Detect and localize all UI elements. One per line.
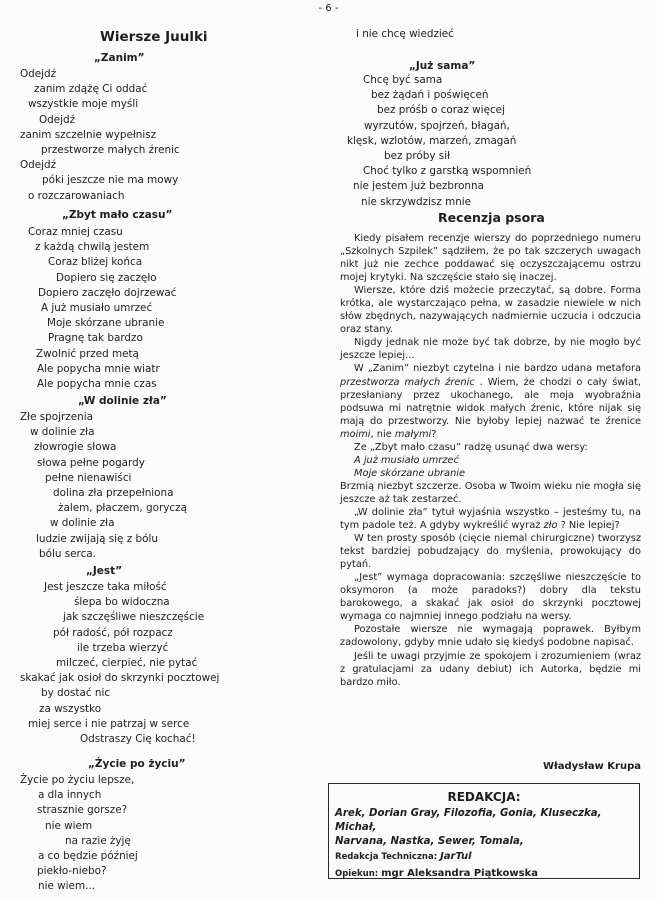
poem-line: Dopiero się zaczęło xyxy=(56,271,157,284)
review-signature: Władysław Krupa xyxy=(542,761,641,772)
poem-line: jak szczęśliwe nieszczęście xyxy=(63,611,205,624)
poem-line: przestworze małych źrenic xyxy=(41,143,180,156)
poem-line: z każdą chwilą jestem xyxy=(35,241,150,254)
poem-line: piekło-niebo? xyxy=(37,865,107,878)
poem-line: bez żądań i poświęceń xyxy=(371,89,489,102)
poem-title-w-dolinie-zla: „W dolinie zła” xyxy=(78,395,167,407)
review-paragraph: Kiedy pisałem recenzje wierszy do poprzedniego numeru „Szkolnych Szpilek” sądziłem, że po tak szczerych uwagach nikt już nie zechce poddawać się oczyszczającemu ostrzu mojej krytyki. Na szczęście stało się inaczej. xyxy=(340,233,641,284)
poem-title-juz-sama: „Już sama” xyxy=(409,60,476,72)
poem-line: pół radość, pół rozpacz xyxy=(53,626,173,639)
poem-line: ślepa bo widoczna xyxy=(74,596,170,609)
editorial-title: REDAKCJA: xyxy=(447,790,521,804)
poem-line: Pragnę tak bardzo xyxy=(48,332,143,345)
review-title: Recenzja psora xyxy=(438,210,545,225)
poem-line: nie wiem xyxy=(45,819,93,832)
poem-line: Coraz mniej czasu xyxy=(28,226,123,238)
poem-line: Choć tylko z garstką wspomnień xyxy=(363,165,532,178)
review-paragraph: Wiersze, które dziś możecie przeczytać, są dobre. Forma krótka, ale wystarczająco pełna, w zasadzie niewiele w nich słów zbędnych, nazywających nadmiernie uczucia i odczucia oraz stany. xyxy=(340,285,641,336)
poem-line: bólu serca. xyxy=(39,547,96,560)
editorial-members: Narvana, Nastka, Sewer, Tomala, xyxy=(335,836,524,847)
poem-zycie-po-zyciu xyxy=(20,773,138,895)
poem-jest xyxy=(20,580,219,747)
poem-line: w dolinie zła xyxy=(50,517,115,530)
poem-juz-sama xyxy=(340,73,531,210)
editorial-box xyxy=(328,783,640,879)
poem-title-zanim: „Zanim” xyxy=(94,52,145,64)
poem-zbyt-malo-czasu xyxy=(20,225,176,392)
poem-line: A już musiało umrzeć xyxy=(41,301,153,314)
poem-line: milczeć, cierpieć, nie pytać xyxy=(56,656,198,669)
poem-line: Zwolnić przed metą xyxy=(36,347,139,360)
poem-line: Chcę być sama xyxy=(363,74,443,86)
review-paragraph: Brzmią niezbyt szczerze. Osoba w Twoim wieku nie mogła się jeszcze aż tak zestarzeć. xyxy=(340,480,641,505)
poem-line: Ale popycha mnie wiatr xyxy=(37,362,160,375)
review-paragraph: Pozostałe wiersze nie wymagają poprawek. Byłbym zadowolony, gdyby mnie udało się kiedyś podobne napisać. xyxy=(340,624,641,649)
section-title: Wiersze Juulki xyxy=(100,29,208,45)
review-paragraph: Nigdy jednak nie może być tak dobrze, by nie mogło być jeszcze lepiej... xyxy=(340,337,641,362)
review-paragraph: W ten prosty sposób (cięcie niemal chirurgiczne) tworzysz tekst bardziej pobudzający do myślenia, prowokujący do pytań. xyxy=(340,533,641,571)
poem-line: ludzie zwijają się z bólu xyxy=(36,532,158,545)
poem-line: Coraz bliżej końca xyxy=(48,256,143,269)
poem-line: strasznie gorsze? xyxy=(37,804,128,817)
poem-line: Złe spojrzenia xyxy=(20,411,93,423)
editorial-supervisor: Opiekun: mgr Aleksandra Piątkowska xyxy=(335,868,538,879)
poem-line: Dopiero zaczęło dojrzewać xyxy=(38,286,177,299)
poem-line: pełne nienawiści xyxy=(45,471,132,484)
poem-title-jest: „Jest” xyxy=(86,565,123,577)
review-quote-line: Moje skórzane ubranie xyxy=(354,467,466,479)
poem-line: skakać jak osioł do skrzynki pocztowej xyxy=(20,672,220,685)
poem-line: bez próby sił xyxy=(384,149,451,162)
poem-line: ile trzeba wierzyć xyxy=(77,641,169,654)
poem-line: a dla innych xyxy=(38,789,102,802)
poem-line: wyrzutów, spojrzeń, błagań, xyxy=(364,119,510,132)
poem-line: zanim szczelnie wypełnisz xyxy=(20,128,157,141)
poem-line: Odejdź xyxy=(20,68,57,80)
poem-line: o rozczarowaniach xyxy=(28,189,125,202)
poem-title-zycie-po-zyciu: „Życie po życiu” xyxy=(88,758,186,770)
poem-line: by dostać nic xyxy=(41,687,111,700)
poem-line: póki jeszcze nie ma mowy xyxy=(42,174,179,187)
poem-line: zanim zdążę Ci oddać xyxy=(34,83,148,96)
poem-line: nie jestem już bezbronna xyxy=(353,180,484,193)
review-body xyxy=(340,232,641,689)
poem-line: Moje skórzane ubranie xyxy=(47,317,165,330)
poem-line: a co będzie później xyxy=(38,849,138,862)
review-paragraph: „W dolinie zła” tytuł wyjaśnia wszystko – jesteśmy tu, na tym padole też. A gdyby wykreślić wyraz zło ? Nie lepiej? xyxy=(340,506,641,532)
poem-line: nie wiem... xyxy=(38,880,95,893)
poem-zanim xyxy=(20,67,180,204)
poem-line: dolina zła przepełniona xyxy=(53,486,174,499)
poem-line: klęsk, wzlotów, marzeń, zmagań xyxy=(347,134,517,147)
poem-line: Jest jeszcze taka miłość xyxy=(44,581,167,593)
poem-line: za wszystko xyxy=(39,702,102,715)
editorial-members: Arek, Dorian Gray, Filozofia, Gonia, Kluseczka, Michał, xyxy=(335,808,602,833)
poem-line: bez próśb o coraz więcej xyxy=(377,104,505,117)
poem-line: żalem, płaczem, goryczą xyxy=(58,502,187,515)
poem-line: na razie żyję xyxy=(65,834,131,847)
poem-line: Ale popycha mnie czas xyxy=(37,377,157,390)
review-paragraph: Ze „Zbyt mało czasu” radzę usunąć dwa wersy: xyxy=(354,441,588,453)
review-paragraph: „Jest” wymaga dopracowania: szczęśliwe nieszczęście to oksymoron (a może paradoks?) dobry dla tekstu barokowego, a skakać jak osioł do skrzynki pocztowej wymaga co najmniej innego podziału na wersy. xyxy=(340,572,641,623)
poem-line: wszystkie moje myśli xyxy=(28,98,139,111)
poem-line: Odstraszy Cię kochać! xyxy=(80,732,196,745)
poem-title-zbyt-malo-czasu: „Zbyt mało czasu” xyxy=(62,209,173,221)
poem-line: słowa pełne pogardy xyxy=(37,456,145,469)
poem-line: Odejdź xyxy=(20,159,57,172)
review-paragraph: Jeśli te uwagi przyjmie ze spokojem i zrozumieniem (wraz z gratulacjami za udany debiut) ich Autorka, będzie mi bardzo miło. xyxy=(340,650,641,688)
page-number: - 6 - xyxy=(318,3,339,14)
poem-continuation: i nie chcę wiedzieć xyxy=(356,28,454,40)
poem-line: Życie po życiu lepsze, xyxy=(20,774,135,786)
poem-line: złowrogie słowa xyxy=(34,441,117,454)
editorial-technical: Redakcja Techniczna: JarTul xyxy=(335,851,472,862)
review-paragraph: W „Zanim” niezbyt czytelna i nie bardzo udana metafora przestworza małych źrenic . Wiem, że chodzi o cały świat, przesłaniany przez ukochanego, ale moja wyobraźnia podsuwa mi natrętnie widok małych źrenic, które nijak się mają do przestworzy. Nie byłoby lepiej nazwać te źrenice moimi, nie małymi? xyxy=(340,363,641,440)
review-quote-line: A już musiało umrzeć xyxy=(354,454,459,466)
poem-line: w dolinie zła xyxy=(30,426,95,439)
poem-line: nie skrzywdzisz mnie xyxy=(361,195,472,208)
poem-line: Odejdź xyxy=(39,113,76,126)
poem-line: miej serce i nie patrzaj w serce xyxy=(28,717,190,730)
poem-w-dolinie-zla xyxy=(20,410,187,562)
